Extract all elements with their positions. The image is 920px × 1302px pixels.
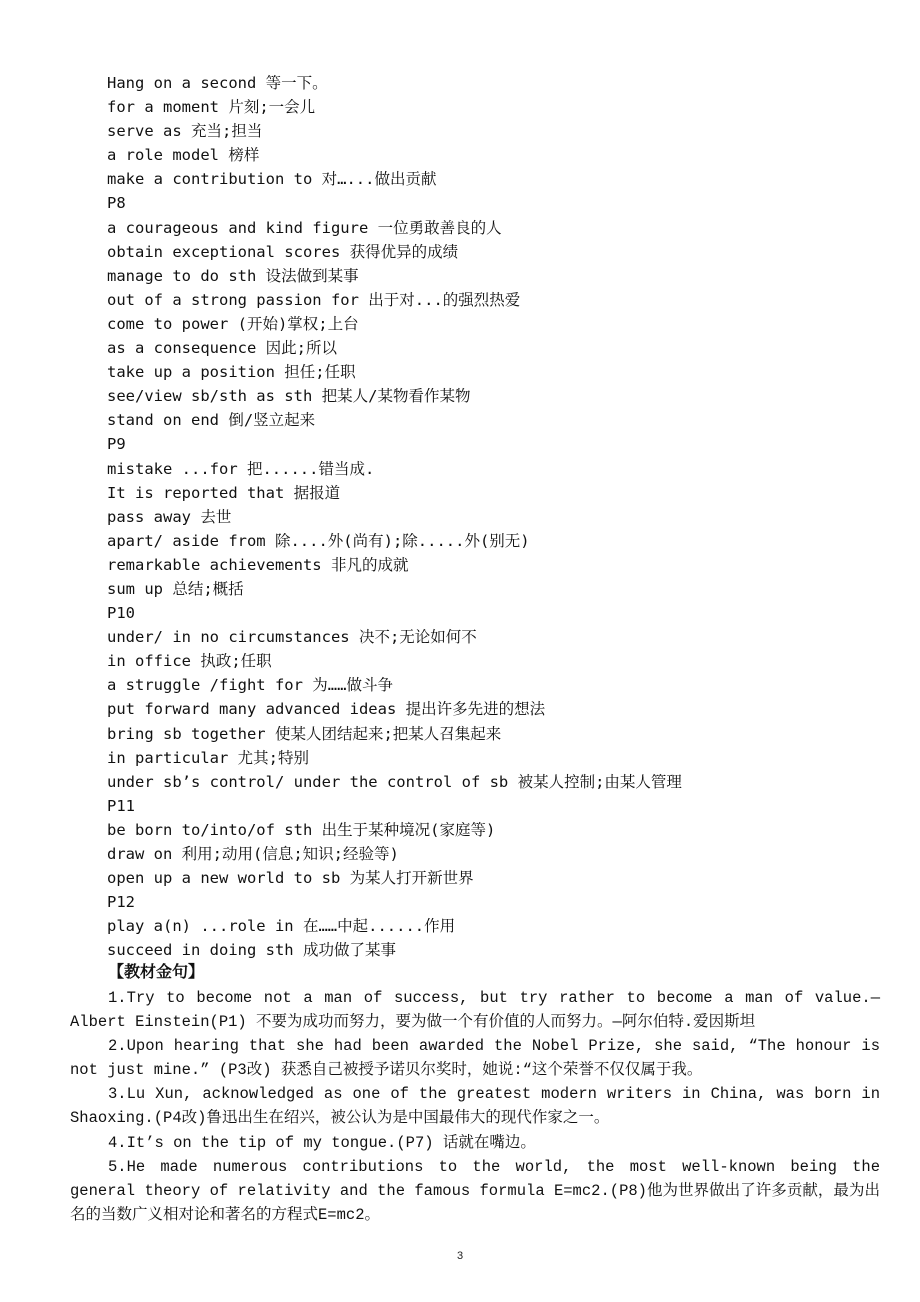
vocab-line: be born to/into/of sth 出生于某种境况(家庭等): [107, 820, 496, 839]
sentence-item: 3.Lu Xun, acknowledged as one of the greatest modern writers in China, was born in Shaoxing.(P4改)鲁迅出生在绍兴，被公认为是中国最伟大的现代作家之一。: [70, 1085, 880, 1128]
vocab-line: out of a strong passion for 出于对...的强烈热爱: [107, 290, 521, 309]
vocab-line: under/ in no circumstances 决不;无论如何不: [107, 628, 477, 647]
vocab-line: see/view sb/sth as sth 把某人/某物看作某物: [107, 387, 471, 406]
vocab-line: remarkable achievements 非凡的成就: [107, 555, 409, 574]
vocab-line: P11: [107, 796, 135, 815]
vocab-line: a struggle /fight for 为……做斗争: [107, 676, 393, 695]
vocab-line: sum up 总结;概括: [107, 579, 244, 598]
vocab-line: make a contribution to 对…...做出贡献: [107, 170, 437, 189]
vocab-line: stand on end 倒/竖立起来: [107, 411, 316, 430]
vocab-line: P12: [107, 893, 135, 912]
vocab-line: for a moment 片刻;一会儿: [107, 98, 316, 117]
page-number: 3: [456, 1250, 464, 1262]
sentence-item: 2.Upon hearing that she had been awarded the Nobel Prize, she said, “The honour is not just mine.” (P3改) 获悉自己被授予诺贝尔奖时，她说:“这个荣誉不仅仅属于我。: [70, 1037, 880, 1080]
vocab-line: obtain exceptional scores 获得优异的成绩: [107, 242, 459, 261]
key-sentences: [70, 986, 880, 1227]
vocab-line: in office 执政;任职: [107, 652, 272, 671]
vocab-line: succeed in doing sth 成功做了某事: [107, 941, 396, 960]
vocab-line: as a consequence 因此;所以: [107, 339, 337, 358]
vocab-line: open up a new world to sb 为某人打开新世界: [107, 869, 474, 888]
vocab-line: pass away 去世: [107, 507, 232, 526]
vocab-line: P8: [107, 194, 126, 213]
vocab-line: Hang on a second 等一下。: [107, 74, 328, 92]
vocabulary-list: [107, 71, 682, 962]
vocab-line: a role model 榜样: [107, 146, 260, 165]
vocab-line: a courageous and kind figure 一位勇敢善良的人: [107, 218, 502, 237]
vocab-line: under sb’s control/ under the control of sb 被某人控制;由某人管理: [107, 772, 682, 791]
vocab-line: put forward many advanced ideas 提出许多先进的想法: [107, 700, 546, 719]
vocab-line: apart/ aside from 除....外(尚有);除.....外(别无): [107, 531, 530, 550]
vocab-line: come to power (开始)掌权;上台: [107, 314, 359, 333]
sentence-item: 5.He made numerous contributions to the world, the most well-known being the general theory of relativity and the famous formula E=mc2.(P8)他为世界做出了许多贡献，最为出名的当数广义相对论和著名的方程式E=mc2。: [70, 1157, 880, 1224]
vocab-line: manage to do sth 设法做到某事: [107, 266, 359, 285]
vocab-line: draw on 利用;动用(信息;知识;经验等): [107, 845, 399, 863]
vocab-line: in particular 尤其;特别: [107, 748, 309, 767]
vocab-line: P10: [107, 604, 135, 623]
vocab-line: It is reported that 据报道: [107, 483, 341, 502]
sentence-item: 4.It’s on the tip of my tongue.(P7) 话就在嘴边。: [108, 1133, 536, 1152]
vocab-line: play a(n) ...role in 在……中起......作用: [107, 917, 456, 936]
vocab-line: P9: [107, 435, 126, 454]
sentence-item: 1.Try to become not a man of success, but try rather to become a man of value.—Albert Einstein(P1) 不要为成功而努力，要为做一个有价值的人而努力。—阿尔伯特.爱因斯坦: [70, 989, 880, 1032]
vocab-line: serve as 充当;担当: [107, 122, 263, 141]
vocab-line: mistake ...for 把......错当成.: [107, 459, 375, 478]
vocab-line: take up a position 担任;任职: [107, 363, 356, 382]
section-heading: 【教材金句】: [108, 962, 205, 981]
vocab-line: bring sb together 使某人团结起来;把某人召集起来: [107, 724, 502, 743]
